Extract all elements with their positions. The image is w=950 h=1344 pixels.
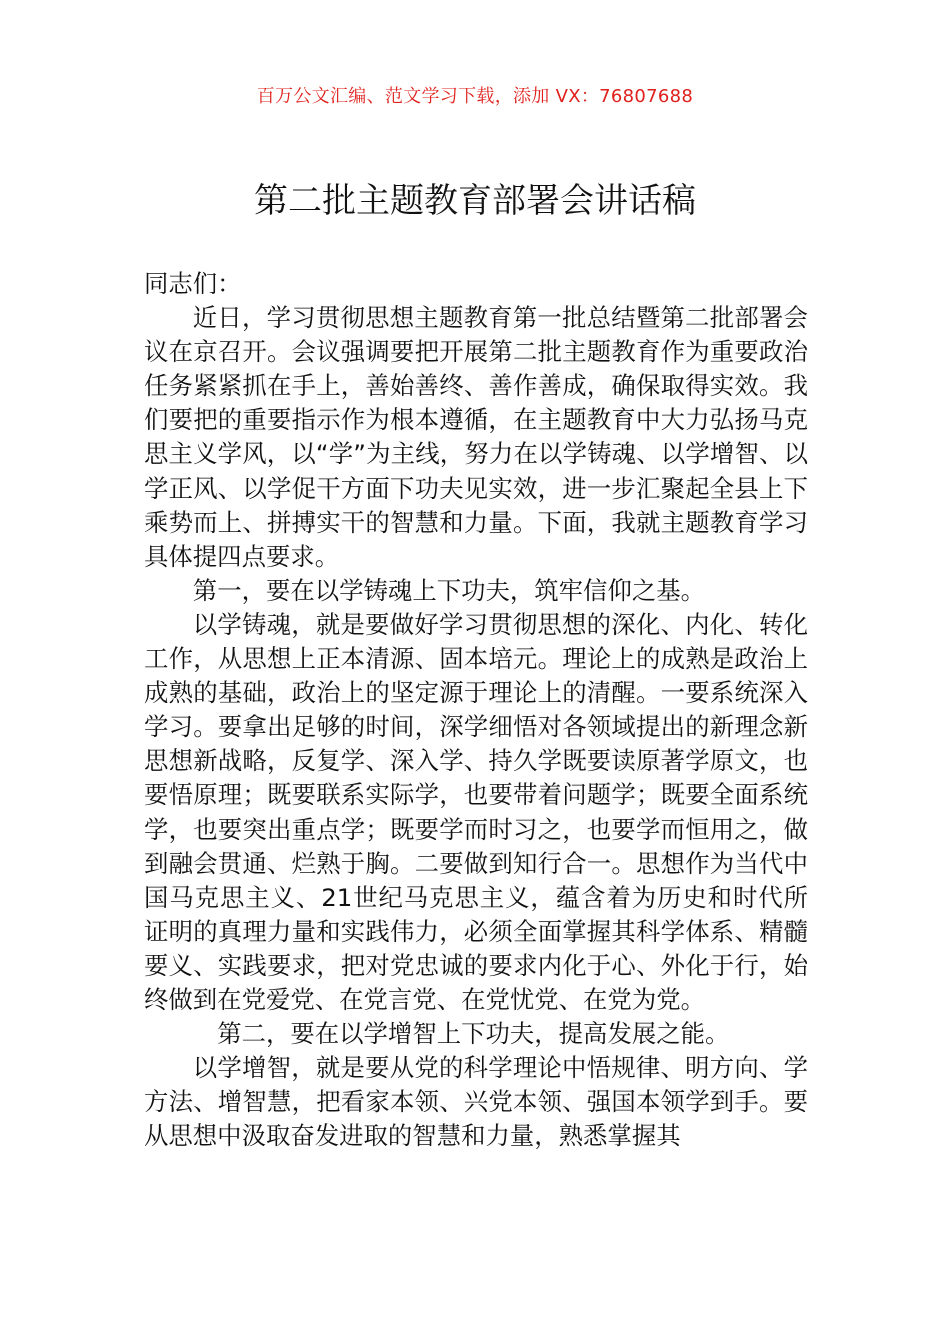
paragraph-first-section: 以学铸魂，就是要做好学习贯彻思想的深化、内化、转化工作，从思想上正本清源、固本培元。理论上的成熟是政治上成熟的基础，政治上的坚定源于理论上的清醒。一要系统深入学习。要拿出足够的时间，深学细悟对各领域提出的新理念新思想新战略，反复学、深入学、持久学既要读原著学原文，也要悟原理；既要联系实际学，也要带着问题学；既要全面系统学，也要突出重点学；既要学而时习之，也要学而恒用之，做到融会贯通、烂熟于胸。二要做到知行合一。思想作为当代中国马克思主义、21世纪马克思主义，蕴含着为历史和时代所证明的真理力量和实践伟力，必须全面掌握其科学体系、精髓要义、实践要求，把对党忠诚的要求内化于心、外化于行，始终做到在党爱党、在党言党、在党忧党、在党为党。 <box>144 609 808 1014</box>
section-heading-first: 第一，要在以学铸魂上下功夫，筑牢信仰之基。 <box>192 575 706 605</box>
section-heading-second: 第二，要在以学增智上下功夫，提高发展之能。 <box>217 1019 730 1049</box>
document-title: 第二批主题教育部署会讲话稿 <box>254 181 696 221</box>
paragraph-second-section: 以学增智，就是要从党的科学理论中悟规律、明方向、学方法、增智慧，把看家本领、兴党本领、强国本领学到手。要从思想中汲取奋发进取的智慧和力量，熟悉掌握其 <box>144 1053 808 1151</box>
salutation: 同志们： <box>144 269 242 298</box>
document-body <box>144 267 808 1153</box>
paragraph-intro: 近日，学习贯彻思想主题教育第一批总结暨第二批部署会议在京召开。会议强调要把开展第二批主题教育作为重要政治任务紧紧抓在手上，善始善终、善作善成，确保取得实效。我们要把的重要指示作为根本遵循，在主题教育中大力弘扬马克思主义学风，以“学”为主线，努力在以学铸魂、以学增智、以学正风、以学促干方面下功夫见实效，进一步汇聚起全县上下乘势而上、拼搏实干的智慧和力量。下面，我就主题教育学习具体提四点要求。 <box>144 303 808 571</box>
watermark-header: 百万公文汇编、范文学习下载，添加 VX：76807688 <box>256 86 694 107</box>
